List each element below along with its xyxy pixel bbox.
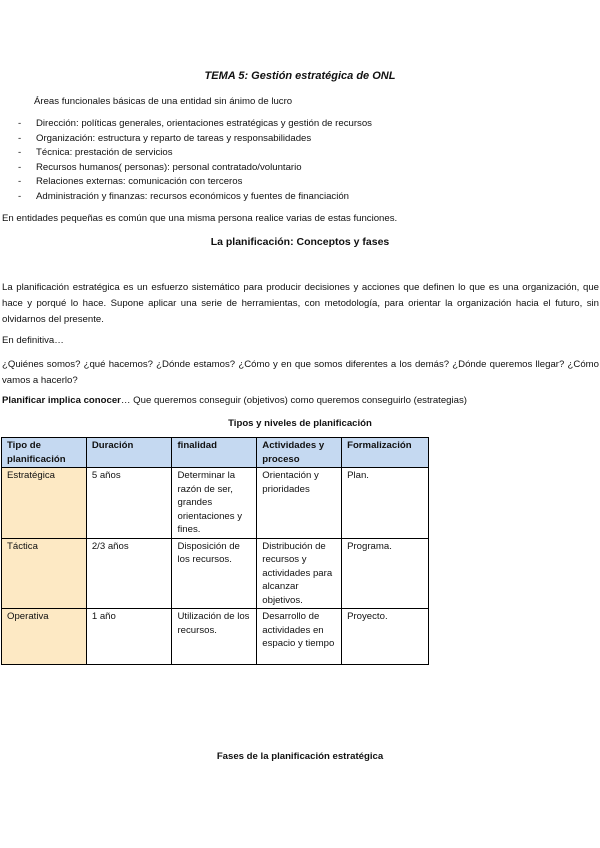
list-item: - Organización: estructura y reparto de tareas y responsabilidades (18, 132, 312, 144)
table-cell: Utilización de los recursos. (172, 609, 257, 665)
list-item: - Relaciones externas: comunicación con terceros (18, 176, 243, 188)
table-cell: Táctica (2, 538, 87, 609)
table-cell: Desarrollo de actividades en espacio y tiempo (257, 609, 342, 665)
list-item: - Técnica: prestación de servicios (18, 147, 173, 159)
column-header: finalidad (172, 438, 257, 468)
list-item: - Dirección: políticas generales, orientaciones estratégicas y gestión de recursos (18, 118, 372, 129)
document-title: TEMA 5: Gestión estratégica de ONL (204, 70, 396, 82)
planning-implies-rest: … Que queremos conseguir (objetivos) como queremos conseguirlo (estrategias) (120, 395, 467, 406)
table-row (2, 609, 429, 665)
planning-paragraph: La planificación estratégica es un esfuerzo sistemático para producir decisiones y acciones que definen lo que es una organización, que hace y porqué lo hace. Supone aplicar una serie de herramientas, con metodología, para orientar la organización hacia el futuro, sin olvidarnos del presente. (2, 282, 599, 325)
list-item: - Recursos humanos( personas): personal contratado/voluntario (18, 161, 302, 173)
table-row (2, 538, 429, 609)
table-caption: Tipos y niveles de planificación (228, 418, 372, 429)
list-item: - Administración y finanzas: recursos económicos y fuentes de financiación (18, 190, 350, 202)
table-row (2, 468, 429, 539)
table-cell: Estratégica (2, 468, 87, 539)
phases-heading: Fases de la planificación estratégica (216, 751, 384, 762)
table-cell: Operativa (2, 609, 87, 665)
areas-subtitle: Áreas funcionales básicas de una entidad sin ánimo de lucro (34, 96, 293, 107)
table-cell: 2/3 años (86, 538, 172, 609)
column-header: Formalización (342, 438, 429, 468)
table-cell: Plan. (342, 468, 429, 539)
in-short-text: En definitiva… (2, 335, 64, 346)
column-header: Duración (86, 438, 172, 468)
planning-types-table (1, 437, 429, 665)
column-header: Tipo de planificación (2, 438, 87, 468)
column-header: Actividades y proceso (257, 438, 342, 468)
table-cell: Programa. (342, 538, 429, 609)
planning-implies (2, 395, 467, 407)
table-cell: 1 año (86, 609, 172, 665)
table-cell: Disposición de los recursos. (172, 538, 257, 609)
questions-paragraph: ¿Quiénes somos? ¿qué hacemos? ¿Dónde estamos? ¿Cómo y en que somos diferentes a los demás? ¿Dónde queremos llegar? ¿Cómo vamos a hacerlo? (2, 359, 599, 386)
table-cell: Orientación y prioridades (257, 468, 342, 539)
planning-implies-bold: Planificar implica conocer (2, 395, 121, 406)
table-header-row (2, 438, 429, 468)
table-cell: Proyecto. (342, 609, 429, 665)
table-cell: Determinar la razón de ser, grandes orientaciones y fines. (172, 468, 257, 539)
section-heading: La planificación: Conceptos y fases (210, 236, 390, 248)
table-cell: 5 años (86, 468, 172, 539)
table-cell: Distribución de recursos y actividades para alcanzar objetivos. (257, 538, 342, 609)
functional-areas-list (0, 117, 372, 205)
small-entities-note: En entidades pequeñas es común que una misma persona realice varias de estas funciones. (2, 213, 398, 224)
